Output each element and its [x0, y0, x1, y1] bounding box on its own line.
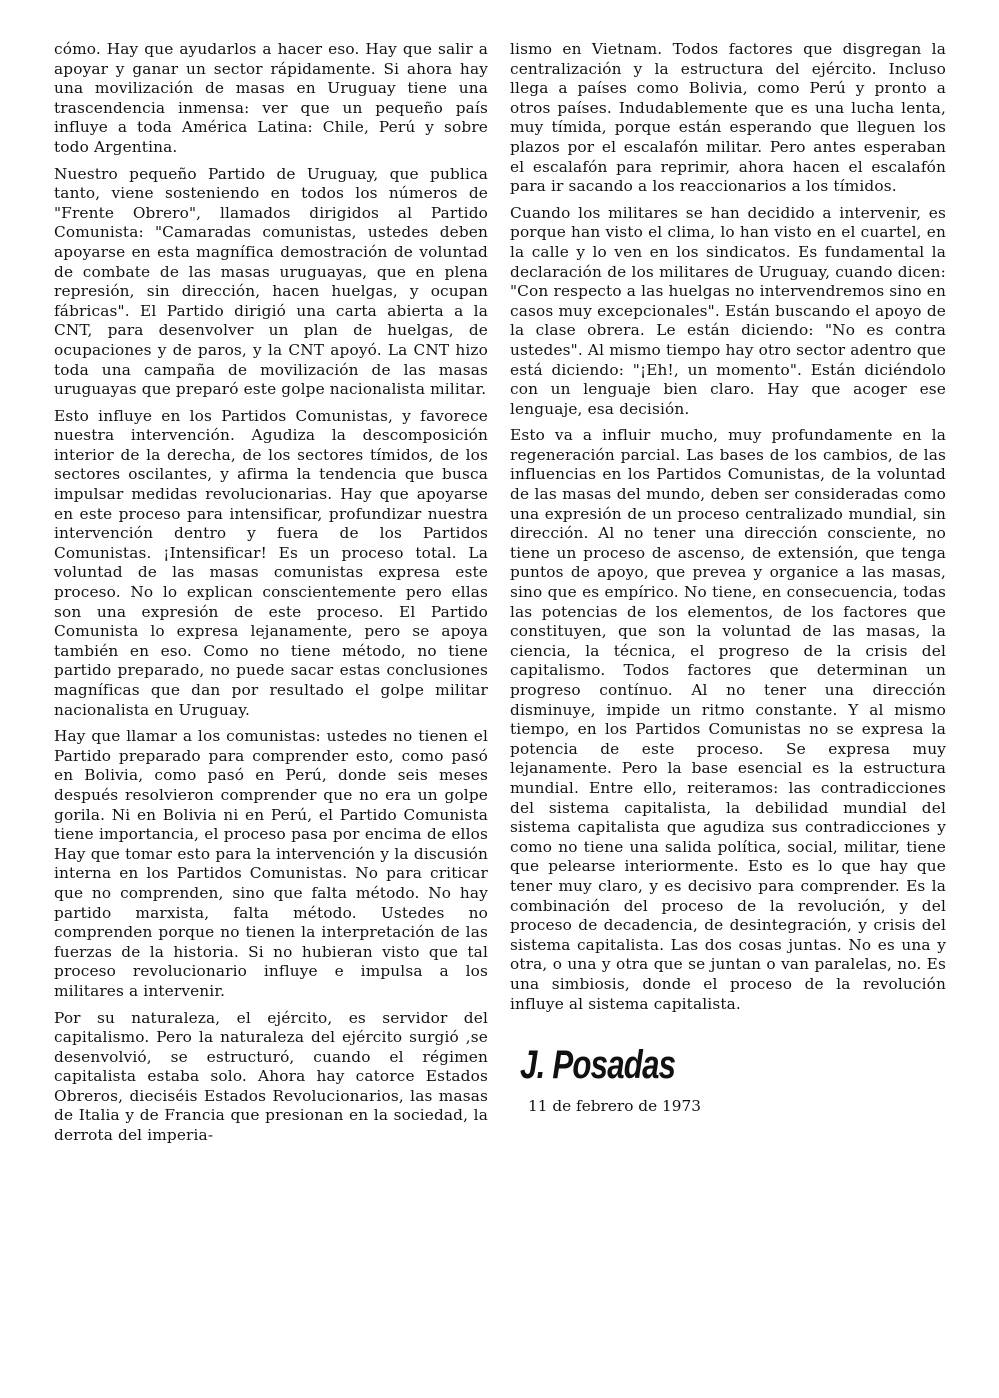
article-date: 11 de febrero de 1973 — [528, 1097, 701, 1115]
paragraph: Cuando los militares se han decidido a intervenir, es porque han visto el clima, lo han visto en el cuartel, en la calle y lo ven en los sindicatos. Es fundamental la declaración de los militares de Uruguay, cuando dicen: "Con respecto a las huelgas no intervendremos sino en casos muy excepcionales". Están buscando el apoyo de la clase obrera. Le están diciendo: "No es contra ustedes". Al mismo tiempo hay otro sector adentro que está diciendo: "¡Eh!, un momento". Están diciéndolo con un lenguaje bien claro. Hay que acoger ese lenguaje, esa decisión. — [510, 203, 946, 418]
right-column — [510, 40, 946, 1021]
paragraph: Por su naturaleza, el ejército, es servidor del capitalismo. Pero la naturaleza del ejército surgió ,se desenvolvió, se estructuró, cuando el régimen capitalista estaba solo. Ahora hay catorce Estados Obreros, dieciséis Estados Revolucionarios, las masas de Italia y de Francia que presionan en la sociedad, la derrota del imperia- — [54, 1008, 488, 1145]
paragraph: Nuestro pequeño Partido de Uruguay, que publica tanto, viene sosteniendo en todos los números de "Frente Obrero", llamados dirigidos al Partido Comunista: "Camaradas comunistas, ustedes deben apoyarse en esta magnífica demostración de voluntad de combate de las masas uruguayas, que en plena represión, sin dirección, hacen huelgas, y ocupan fábricas". El Partido dirigió una carta abierta a la CNT, para desenvolver un plan de huelgas, de ocupaciones y de paros, y la CNT apoyó. La CNT hizo toda una campaña de movilización de las masas uruguayas que preparó este golpe nacionalista militar. — [54, 164, 488, 399]
paragraph: cómo. Hay que ayudarlos a hacer eso. Hay que salir a apoyar y ganar un sector rápidamente. Si ahora hay una movilización de masas en Uruguay tiene una trascendencia inmensa: ver que un pequeño país influye a toda América Latina: Chile, Perú y sobre todo Argentina. — [54, 40, 488, 156]
paragraph: Esto influye en los Partidos Comunistas, y favorece nuestra intervención. Agudiza la descomposición interior de la derecha, de los sectores tímidos, de los sectores oscilantes, y afirma la tendencia que busca impulsar medidas revolucionarias. Hay que apoyarse en este proceso para intensificar, profundizar nuestra intervención dentro y fuera de los Partidos Comunistas. ¡Intensificar! Es un proceso total. La voluntad de las masas comunistas expresa este proceso. No lo explican conscientemente pero ellas son una expresión de este proceso. El Partido Comunista lo expresa lejanamente, pero se apoya también en eso. Como no tiene método, no tiene partido preparado, no puede sacar estas conclusiones magníficas que dan por resultado el golpe militar nacionalista en Uruguay. — [54, 406, 488, 719]
left-column — [54, 40, 488, 1153]
paragraph: Hay que llamar a los comunistas: ustedes no tienen el Partido preparado para comprender esto, como pasó en Bolivia, como pasó en Perú, donde seis meses después resolvieron comprender que no era un golpe gorila. Ni en Bolivia ni en Perú, el Partido Comunista tiene importancia, el proceso pasa por encima de ellos Hay que tomar esto para la intervención y la discusión interna en los Partidos Comunistas. No para criticar que no comprenden, sino que falta método. No hay partido marxista, falta método. Ustedes no comprenden porque no tienen la interpretación de las fuerzas de la historia. Si no hubieran visto que tal proceso revolucionario influye e impulsa a los militares a intervenir. — [54, 727, 488, 1000]
paragraph: Esto va a influir mucho, muy profundamente en la regeneración parcial. Las bases de los cambios, de las influencias en los Partidos Comunistas, de la voluntad de las masas del mundo, deben ser consideradas como una expresión de un proceso centralizado mundial, sin dirección. Al no tener una dirección consciente, no tiene un proceso de ascenso, de extensión, que tenga puntos de apoyo, que prevea y organice a las masas, sino que es empírico. No tiene, en consecuencia, todas las potencias de los elementos, de los factores que constituyen, que son la voluntad de las masas, la ciencia, la técnica, el progreso de la crisis del capitalismo. Todos factores que determinan un progreso contínuo. Al no tener una dirección disminuye, impide un ritmo constante. Y al mismo tiempo, en los Partidos Comunistas no se expresa la potencia de este proceso. Se expresa muy lejanamente. Pero la base esencial es la estructura mundial. Entre ello, reiteramos: las contradicciones del sistema capitalista, la debilidad mundial del sistema capitalista que agudiza sus contradicciones y como no tiene una salida política, social, militar, tiene que pelearse interiormente. Esto es lo que hay que tener muy claro, y es decisivo para comprender. Es la combinación del proceso de la revolución, y del proceso de decadencia, de desintegración, y crisis del sistema capitalista. Las dos cosas juntas. No es una y otra, o una y otra que se juntan o van paralelas, no. Es una simbiosis, donde el proceso de la revolución influye al sistema capitalista. — [510, 426, 946, 1013]
author-signature: J. Posadas — [520, 1043, 676, 1087]
paragraph: lismo en Vietnam. Todos factores que disgregan la centralización y la estructura del ejército. Incluso llega a países como Bolivia, como Perú y pronto a otros países. Indudablemente que es una lucha lenta, muy tímida, porque están esperando que lleguen los plazos por el escalafón militar. Pero antes esperaban el escalafón para reprimir, ahora hacen el escalafón para ir sacando a los reaccionarios a los tímidos. — [510, 40, 946, 196]
